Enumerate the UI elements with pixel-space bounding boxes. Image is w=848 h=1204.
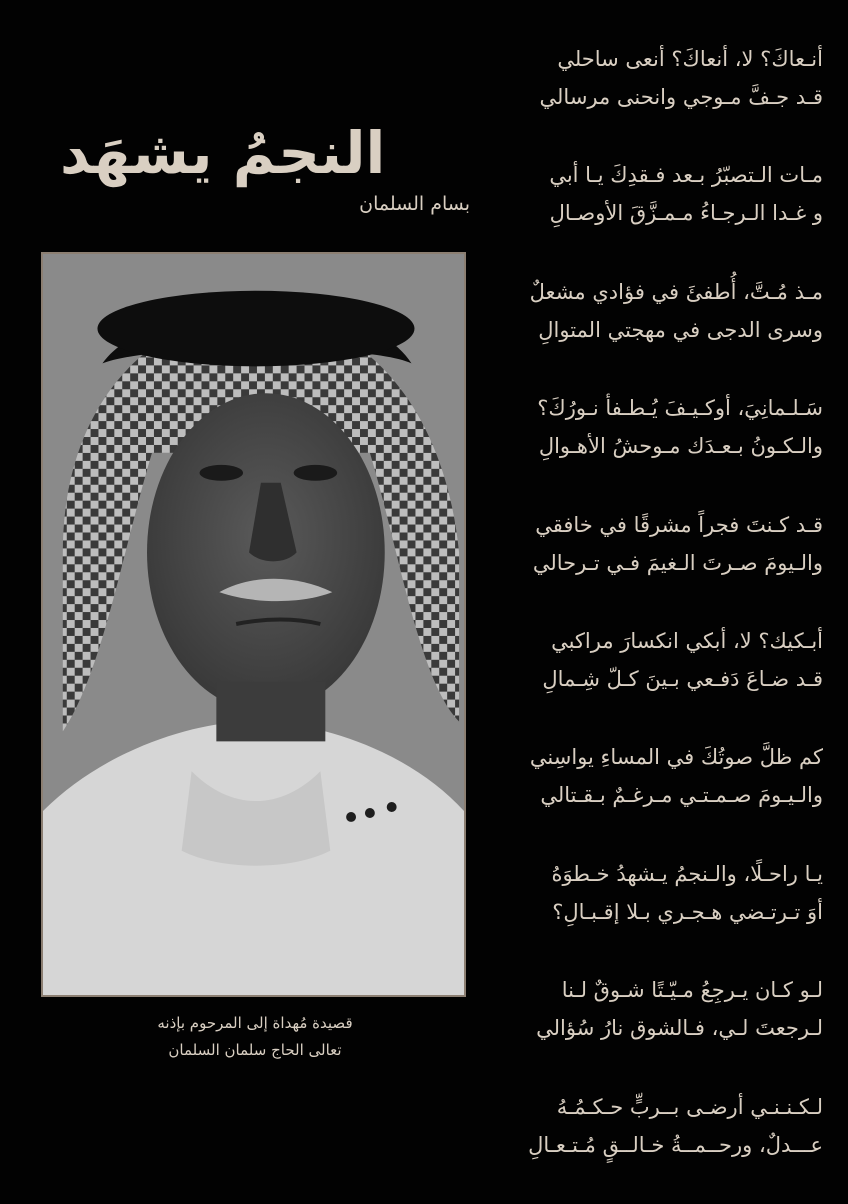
verse-first-hemistich: أبـكيك؟ لا، أبكي انكسارَ مراكبي [551,628,823,653]
verse-first-hemistich: مـات الـتصبّرُ بـعد فـقدِكَ يـا أبي [549,163,823,188]
verse-second-hemistich: والـكـونُ بـعـدَك مـوحشُ الأهـوالِ [538,434,823,459]
verse-second-hemistich: والـيـومَ صـمـتـي مـرغـمٌ بـقـتالي [540,783,823,808]
author-name: بسام السلمان [359,193,470,215]
verse-first-hemistich: كم ظلَّ صوتُكَ في المساءِ يواسِني [529,745,823,770]
poem-verse [478,622,823,738]
verse-second-hemistich: وسرى الدجى في مهجتي المتوالِ [538,317,823,342]
verse-second-hemistich: قـد ضـاعَ دَفـعي بـينَ كـلّ شِـمالِ [542,666,823,691]
verse-first-hemistich: يـا راحـلًا، والـنجمُ يـشهدُ خـطوَهُ [551,861,823,886]
verse-first-hemistich: لـو كـان يـرجِعُ مـيّـتًا شـوقٌ لـنا [561,978,823,1003]
poem-verse [478,156,823,272]
caption-line-2: تعالى الحاج سلمان السلمان [168,1041,342,1059]
verse-first-hemistich: لـكـنـنـي أرضـى بــربٍّ حـكـمُـهُ [556,1094,823,1119]
poem-body [478,40,823,1204]
poem-verse [478,1088,823,1204]
poem-verse [478,389,823,505]
verse-first-hemistich: أنـعاكَ؟ لا، أنعاكَ؟ أنعى ساحلي [557,47,823,71]
poem-verse [478,506,823,622]
verse-first-hemistich: سَـلـمانِيَ، أوكـيـفَ يُـطـفأ نـورُكَ؟ [537,396,823,421]
verse-first-hemistich: قـد كـنتَ فجراً مشرقًا في خافقي [535,512,823,537]
verse-second-hemistich: و غـدا الـرجـاءُ مـمـزَّقَ الأوصـالِ [549,201,823,226]
poem-verse [478,738,823,854]
caption-line-1: قصيدة مُهداة إلى المرحوم بإذنه [157,1014,353,1032]
verse-second-hemistich: عـــدلٌ، ورحــمــةُ خـالــقٍ مُـتـعـالِ [528,1132,823,1157]
poem-verse [478,273,823,389]
poem-title: النجمُ يشهَد [60,119,386,187]
poem-verse [478,855,823,971]
poem-verse [478,40,823,156]
verse-second-hemistich: أوَ تـرتـضي هـجـري بـلا إقـبـالِ؟ [552,899,823,924]
verse-second-hemistich: والـيومَ صـرتَ الـغيمَ فـي تـرحالي [532,550,823,575]
portrait-photo [41,252,466,997]
poem-verse [478,971,823,1087]
dedication-caption [60,1010,450,1064]
verse-second-hemistich: قـد جـفَّ مـوجي وانحنى مرسالي [539,85,823,109]
portrait-illustration [43,254,464,995]
verse-first-hemistich: مـذ مُـتَّ، أُطفئَ في فؤادي مشعلٌ [529,279,823,304]
verse-second-hemistich: لـرجعتَ لـي، فـالشوق نارُ سُؤالي [536,1016,823,1041]
